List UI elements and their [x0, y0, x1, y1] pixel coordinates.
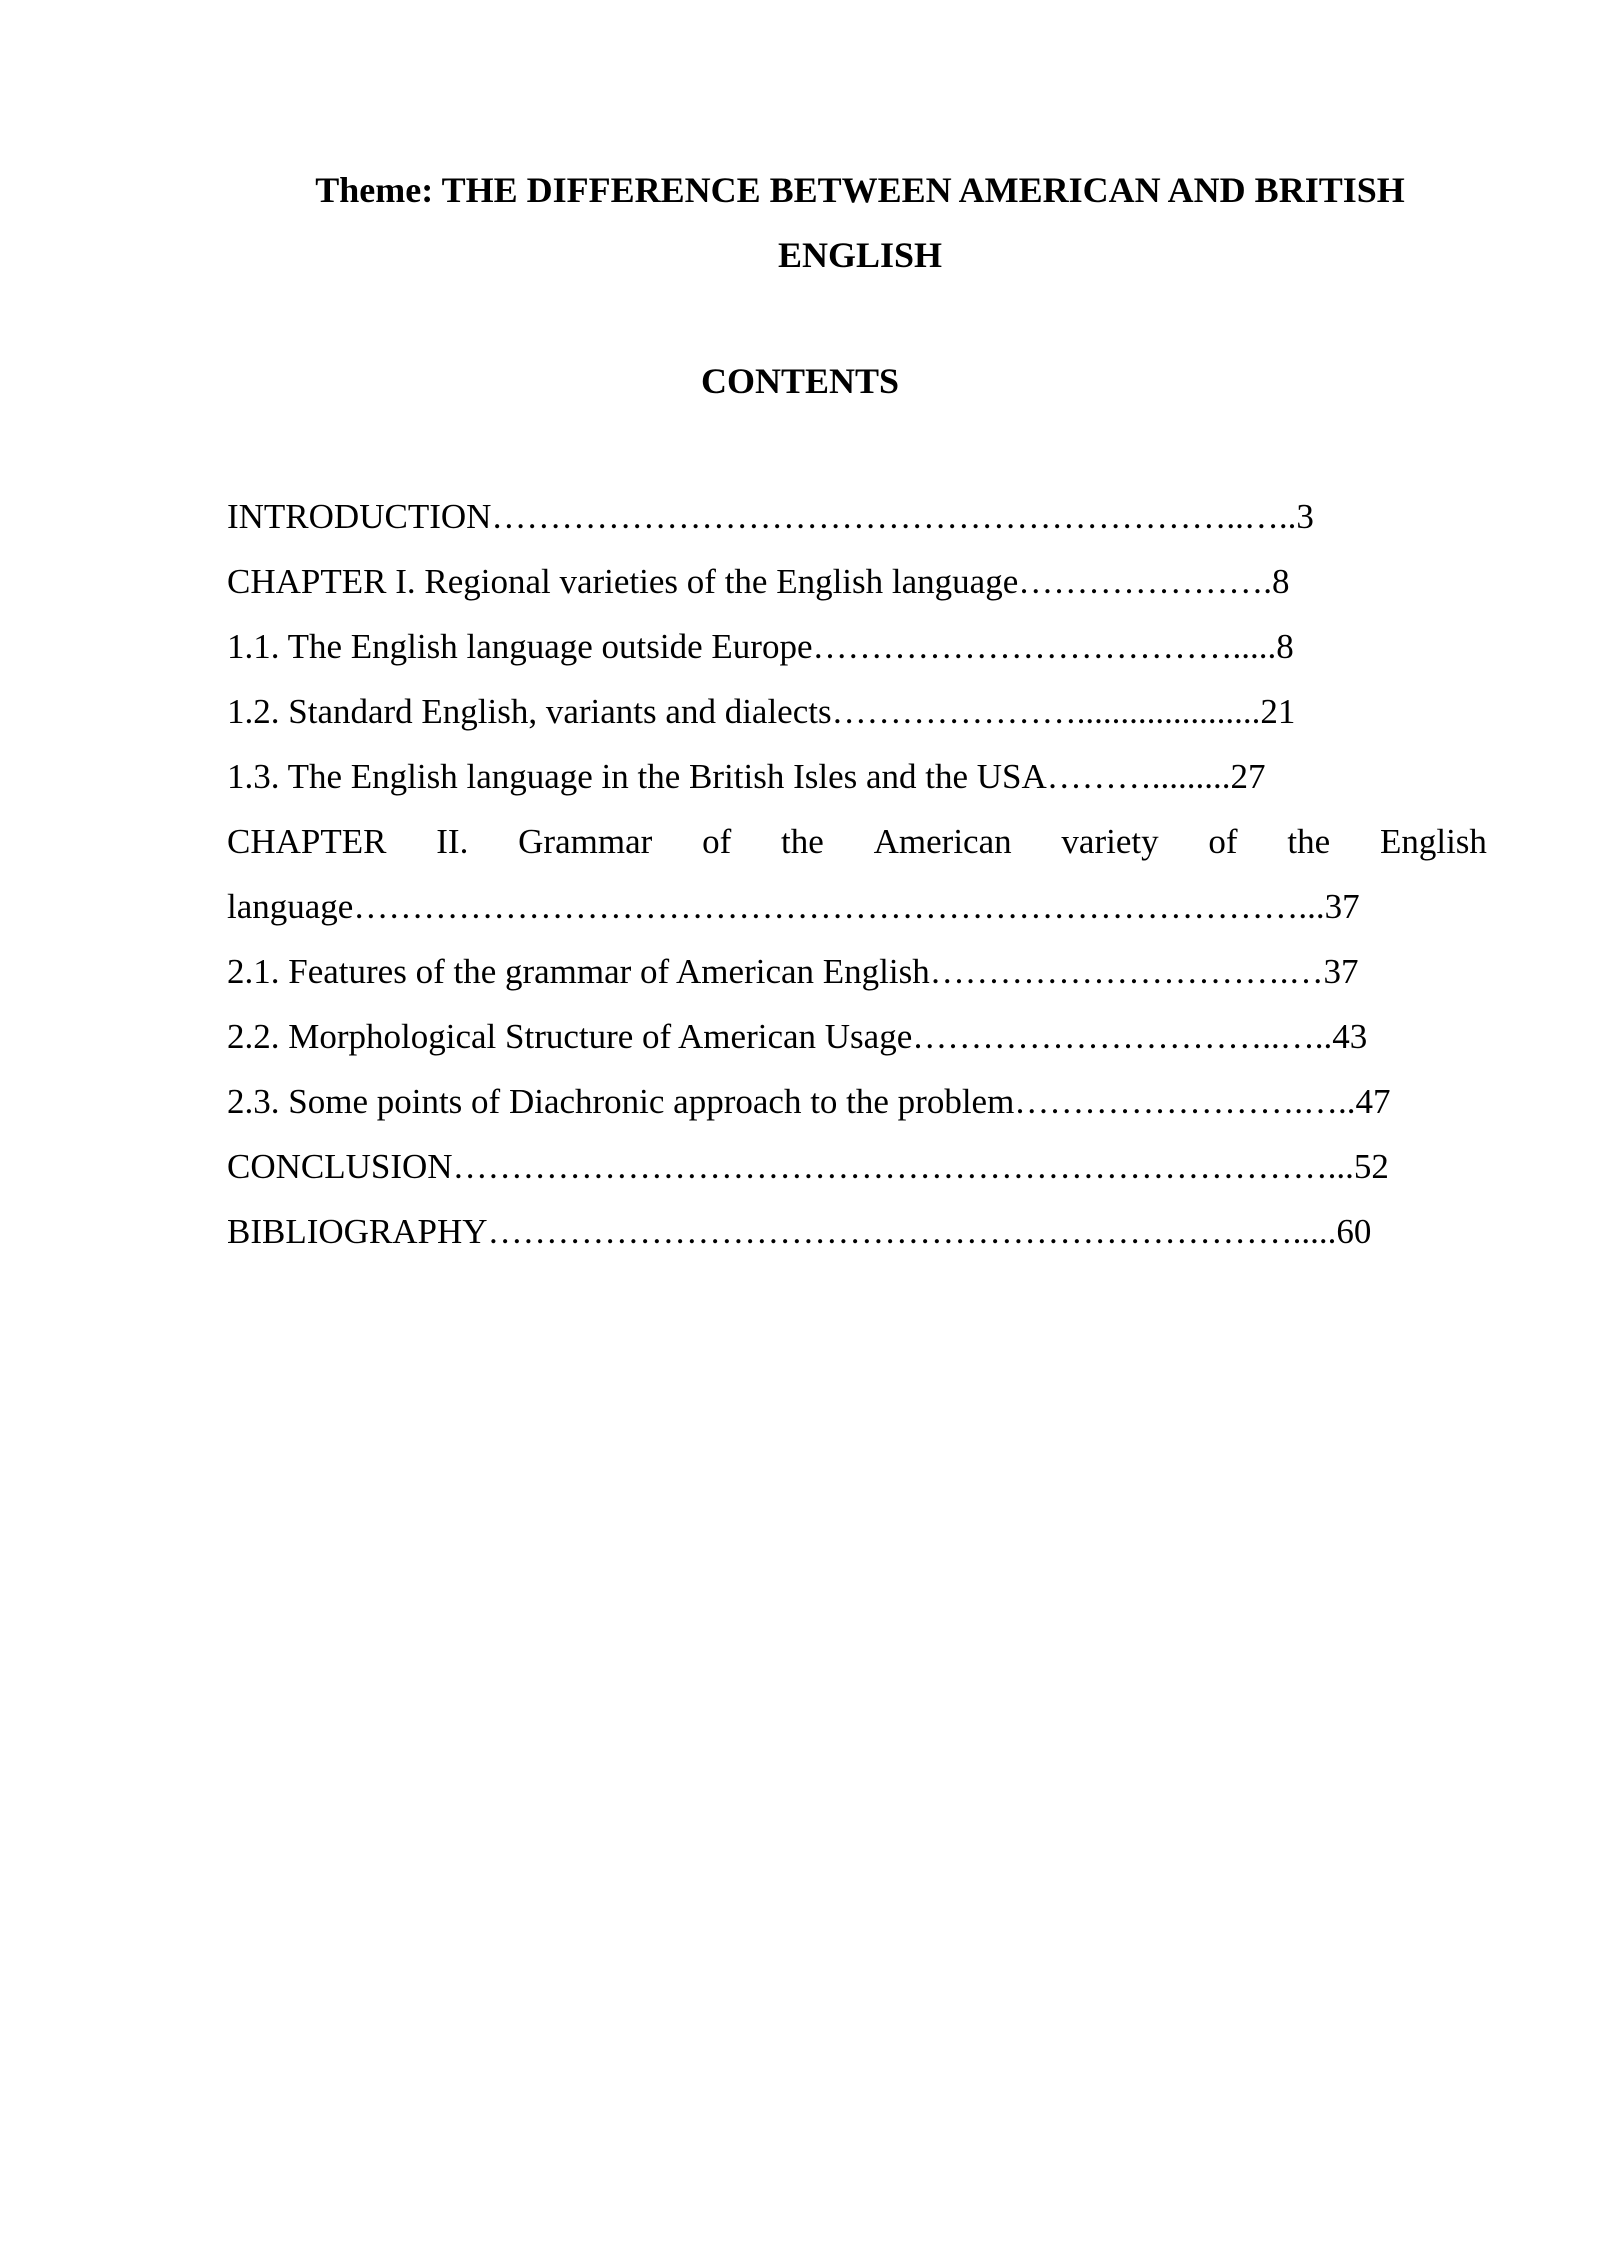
toc-entry-bibliography[interactable]: BIBLIOGRAPHY…………………………………………………………….....60 [227, 1212, 1372, 1251]
contents-heading: CONTENTS [700, 361, 900, 401]
toc-entry-chapter-2[interactable] [227, 809, 1487, 874]
toc-entry-2-2[interactable]: 2.2. Morphological Structure of American Usage…………………………..…..43 [227, 1017, 1368, 1056]
toc-entry-2-1[interactable]: 2.1. Features of the grammar of American English………………………….…37 [227, 952, 1359, 991]
toc-entry-conclusion[interactable]: CONCLUSION…………………………………………………………………...52 [227, 1147, 1389, 1186]
toc-entry-2-3[interactable]: 2.3. Some points of Diachronic approach to the problem…………………….…..47 [227, 1082, 1391, 1121]
toc-word: of [702, 822, 732, 861]
toc-entry-1-1[interactable]: 1.1. The English language outside Europe……………………………….....8 [227, 627, 1294, 666]
toc-entry-introduction[interactable]: INTRODUCTION………………………………………………………..…..3 [227, 497, 1314, 536]
toc-entry-chapter-1[interactable]: CHAPTER I. Regional varieties of the English language………………….8 [227, 562, 1290, 601]
toc-word: variety [1061, 822, 1159, 861]
toc-entry-chapter-2-continued[interactable]: language………………………………………………………………………...37 [227, 887, 1360, 926]
toc-word: the [781, 822, 824, 861]
toc-word: of [1208, 822, 1238, 861]
toc-word: Grammar [518, 822, 653, 861]
theme-title-line-2: ENGLISH [777, 235, 943, 275]
toc-word: CHAPTER [227, 822, 387, 861]
toc-entry-1-3[interactable]: 1.3. The English language in the British Isles and the USA……….........27 [227, 757, 1266, 796]
toc-word: American [873, 822, 1012, 861]
toc-word: II. [436, 822, 469, 861]
toc-word: English [1379, 822, 1487, 861]
theme-title-line-1: Theme: THE DIFFERENCE BETWEEN AMERICAN AND BRITISH [315, 170, 1405, 210]
theme-title [230, 158, 1490, 288]
table-of-contents [227, 484, 1487, 1264]
toc-entry-1-2[interactable]: 1.2. Standard English, variants and dialects………………….....................21 [227, 692, 1296, 731]
toc-word: the [1287, 822, 1331, 861]
